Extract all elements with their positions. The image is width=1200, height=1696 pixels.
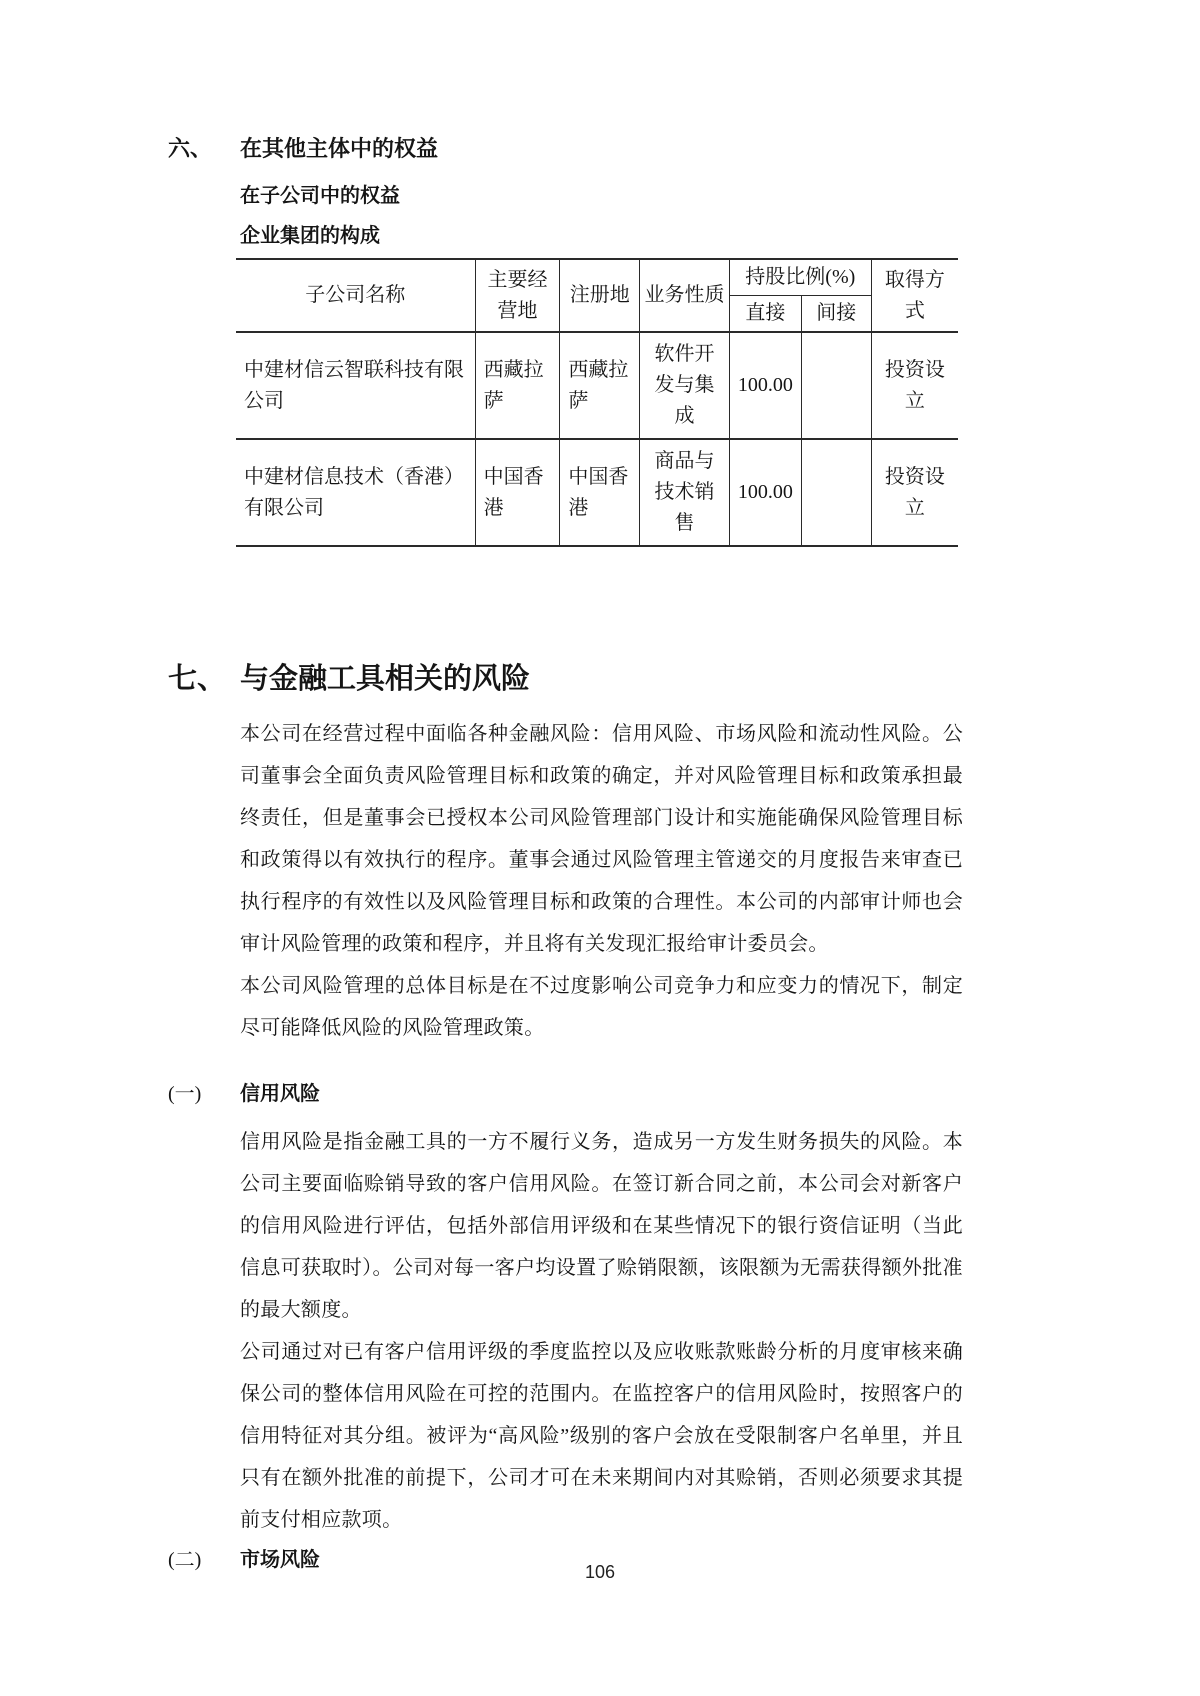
cell-main-place: 西藏拉萨 xyxy=(475,332,560,439)
subsidiaries-table xyxy=(236,258,958,547)
cell-registered-place: 中国香港 xyxy=(560,439,640,546)
section-6-number: 六、 xyxy=(168,136,213,161)
col-header-main-place: 主要经营地 xyxy=(475,259,560,332)
subheading-interests-in-subsidiaries: 在子公司中的权益 xyxy=(240,185,400,207)
section-financial-instrument-risks xyxy=(168,659,963,1575)
credit-risk-paragraph-1: 信用风险是指金融工具的一方不履行义务，造成另一方发生财务损失的风险。本公司主要面临赊销导致的客户信用风险。在签订新合同之前，本公司会对新客户的信用风险进行评估，包括外部信用评级和在某些情况下的银行资信证明（当此信息可获取时）。公司对每一客户均设置了赊销限额，该限额为无需获得额外批准的最大额度。 xyxy=(240,1131,963,1321)
cell-registered-place: 西藏拉萨 xyxy=(560,332,640,439)
cell-business-nature: 软件开发与集成 xyxy=(640,332,730,439)
col-header-direct: 直接 xyxy=(729,296,801,333)
col-header-business-nature: 业务性质 xyxy=(640,259,730,332)
page-number: 106 xyxy=(584,1562,616,1582)
risk-overview-paragraph-1: 本公司在经营过程中面临各种金融风险：信用风险、市场风险和流动性风险。公司董事会全面负责风险管理目标和政策的确定，并对风险管理目标和政策承担最终责任，但是董事会已授权本公司风险管理部门设计和实施能确保风险管理目标和政策得以有效执行的程序。董事会通过风险管理主管递交的月度报告来审查已执行程序的有效性以及风险管理目标和政策的合理性。本公司的内部审计师也会审计风险管理的政策和程序，并且将有关发现汇报给审计委员会。 xyxy=(240,723,963,955)
table-row xyxy=(236,332,958,439)
col-header-subsidiary-name: 子公司名称 xyxy=(236,259,475,332)
section-6-heading xyxy=(168,134,963,164)
market-risk-title: 市场风险 xyxy=(240,1549,320,1571)
col-header-indirect: 间接 xyxy=(801,296,871,333)
cell-direct-ratio: 100.00 xyxy=(729,439,801,546)
cell-indirect-ratio xyxy=(801,332,871,439)
credit-risk-paragraph-2: 公司通过对已有客户信用评级的季度监控以及应收账款账龄分析的月度审核来确保公司的整体信用风险在可控的范围内。在监控客户的信用风险时，按照客户的信用特征对其分组。被评为“高风险”级别的客户会放在受限制客户名单里，并且只有在额外批准的前提下，公司才可在未来期间内对其赊销，否则必须要求其提前支付相应款项。 xyxy=(240,1341,963,1531)
cell-acquisition-method: 投资设立 xyxy=(871,332,958,439)
cell-acquisition-method: 投资设立 xyxy=(871,439,958,546)
credit-risk-title: 信用风险 xyxy=(240,1083,320,1105)
cell-main-place: 中国香港 xyxy=(475,439,560,546)
subsidiaries-table-header xyxy=(236,259,958,332)
cell-business-nature: 商品与技术销售 xyxy=(640,439,730,546)
cell-subsidiary-name: 中建材信云智联科技有限公司 xyxy=(236,332,475,439)
section-interests-in-other-entities xyxy=(168,134,963,547)
risk-overview-paragraph-2: 本公司风险管理的总体目标是在不过度影响公司竞争力和应变力的情况下，制定尽可能降低风险的风险管理政策。 xyxy=(240,975,963,1039)
section-7-number: 七、 xyxy=(168,663,227,695)
section-7-heading xyxy=(168,659,963,699)
table-row xyxy=(236,439,958,546)
subheading-group-composition: 企业集团的构成 xyxy=(240,225,380,247)
col-header-shareholding-ratio: 持股比例(%) xyxy=(729,259,871,296)
market-risk-number: (二) xyxy=(168,1549,202,1571)
cell-indirect-ratio xyxy=(801,439,871,546)
section-7-title: 与金融工具相关的风险 xyxy=(240,663,531,695)
cell-subsidiary-name: 中建材信息技术（香港）有限公司 xyxy=(236,439,475,546)
section-6-title: 在其他主体中的权益 xyxy=(240,136,439,161)
col-header-acquisition-method: 取得方式 xyxy=(871,259,958,332)
col-header-registered-place: 注册地 xyxy=(560,259,640,332)
table-header-row-1 xyxy=(236,259,958,296)
cell-direct-ratio: 100.00 xyxy=(729,332,801,439)
credit-risk-heading xyxy=(168,1079,963,1109)
credit-risk-number: (一) xyxy=(168,1083,202,1105)
